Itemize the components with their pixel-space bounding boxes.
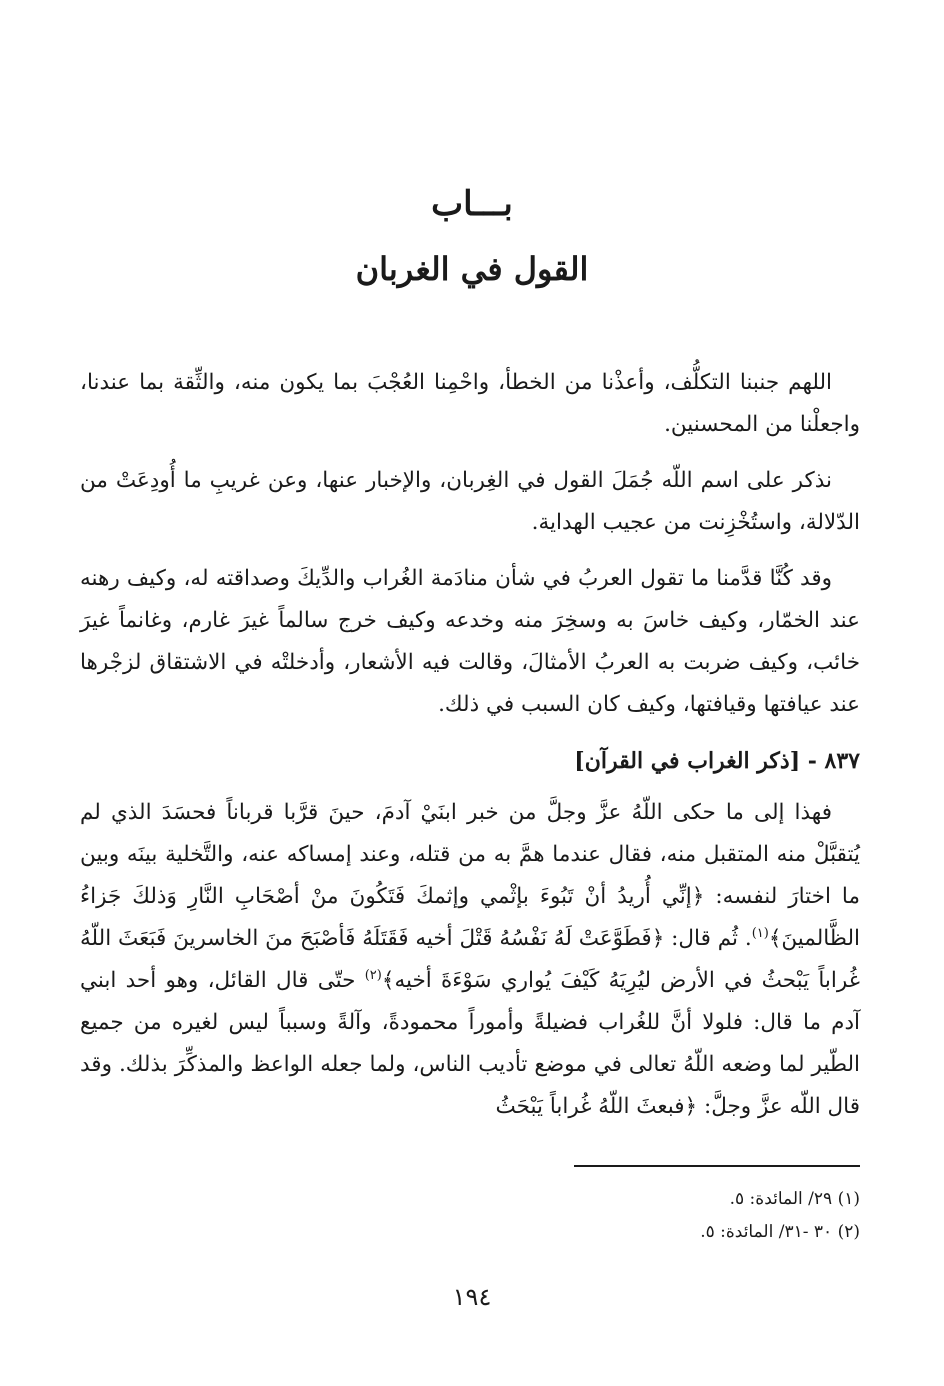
footnote-ref-1: (١) — [751, 925, 769, 941]
footnote-ref-2: (٢) — [364, 967, 382, 983]
quran-verse-3: ﴿فبعثَ اللّهُ غُراباً يَبْحَثُ — [495, 1094, 698, 1119]
quran-verse-2: ﴿فَطَوَّعَتْ لَهُ نَفْسُهُ قَتْلَ أخيه فَقَتَلَهُ فَأصْبَحَ منَ الخاسرينَ فَبَعَثَ اللّهُ غُراباً يَبْحثُ في الأرض ليُرِيَهُ كَيْفَ يُواري سَوْءَةَ أخيه﴾ — [80, 926, 860, 993]
section-text-3: حتّى قال القائل، وهو أحد ابني آدم ما قال: فلولا أنَّ للغُراب فضيلةً وأموراً محمودةً، وآلةً وسبباً ليس لغيره من جميع الطّير لما وضعه اللّهُ تعالى في موضع تأديب الناس، ولما جعله الواعظ والمذكِّرَ بذلك. وقد قال اللّه عزَّ وجلَّ: — [80, 968, 860, 1119]
quran-verse-1: ﴿إنِّي أُريدُ أنْ تَبُوءَ بإثْمي وإثمكَ فَتَكُونَ منْ أصْحَابِ النَّارِ وَذلكَ جَزاءُ الظَّالمينَ﴾ — [80, 884, 860, 951]
footnote-2: (٢) ٣٠ -٣١/ المائدة: ٥. — [700, 1222, 860, 1242]
footnote-1: (١) ٢٩/ المائدة: ٥. — [729, 1189, 860, 1209]
section-text-1: فهذا إلى ما حكى اللّهُ عزَّ وجلَّ من خبر ابنَيْ آدمَ، حينَ قرَّبا قرباناً فحسَدَ الذي لم يُتقبَّلْ منه المتقبل منه، فقال عندما همَّ به من قتله، وعند إمساكه عنه، والتَّخلية بينَه وبين ما اختارَ لنفسه: — [80, 800, 860, 909]
section-heading: ٨٣٧ - [ذكر الغراب في القرآن] — [574, 748, 860, 774]
section-text-2: . ثُم قال: — [671, 926, 752, 951]
chapter-label: بـــاب — [431, 184, 513, 224]
page-number: ١٩٤ — [452, 1283, 492, 1311]
section-paragraph — [80, 792, 860, 1128]
footnote-divider — [574, 1165, 860, 1167]
paragraph-3: وقد كُنَّا قدَّمنا ما تقول العربُ في شأن منادَمة الغُراب والدِّيكَ وصداقته له، وكيف رهنه عند الخمّار، وكيف خاسَ به وسخِرَ منه وخدعه وكيف خرج سالماً غيرَ غارم، وغانماً غيرَ خائب، وكيف ضربت به العربُ الأمثالَ، وقالت فيه الأشعار، وأدخلتْه في الاشتقاق لزجْرها عند عيافتها وقيافتها، وكيف كان السبب في ذلك. — [80, 566, 860, 717]
paragraph-1: اللهم جنبنا التكلُّف، وأعذْنا من الخطأ، واحْمِنا العُجْبَ بما يكون منه، والثِّقة بما عندنا، واجعلْنا من المحسنين. — [80, 370, 860, 437]
paragraph-2: نذكر على اسم اللّه جُمَلَ القول في الغِربان، والإخبار عنها، وعن غريبِ ما أُودِعَتْ من الدّلالة، واستُخْزِنت من عجيب الهداية. — [80, 468, 860, 535]
chapter-title: القول في الغربان — [355, 250, 589, 288]
footnotes — [80, 1183, 860, 1249]
body-text — [80, 362, 860, 1142]
